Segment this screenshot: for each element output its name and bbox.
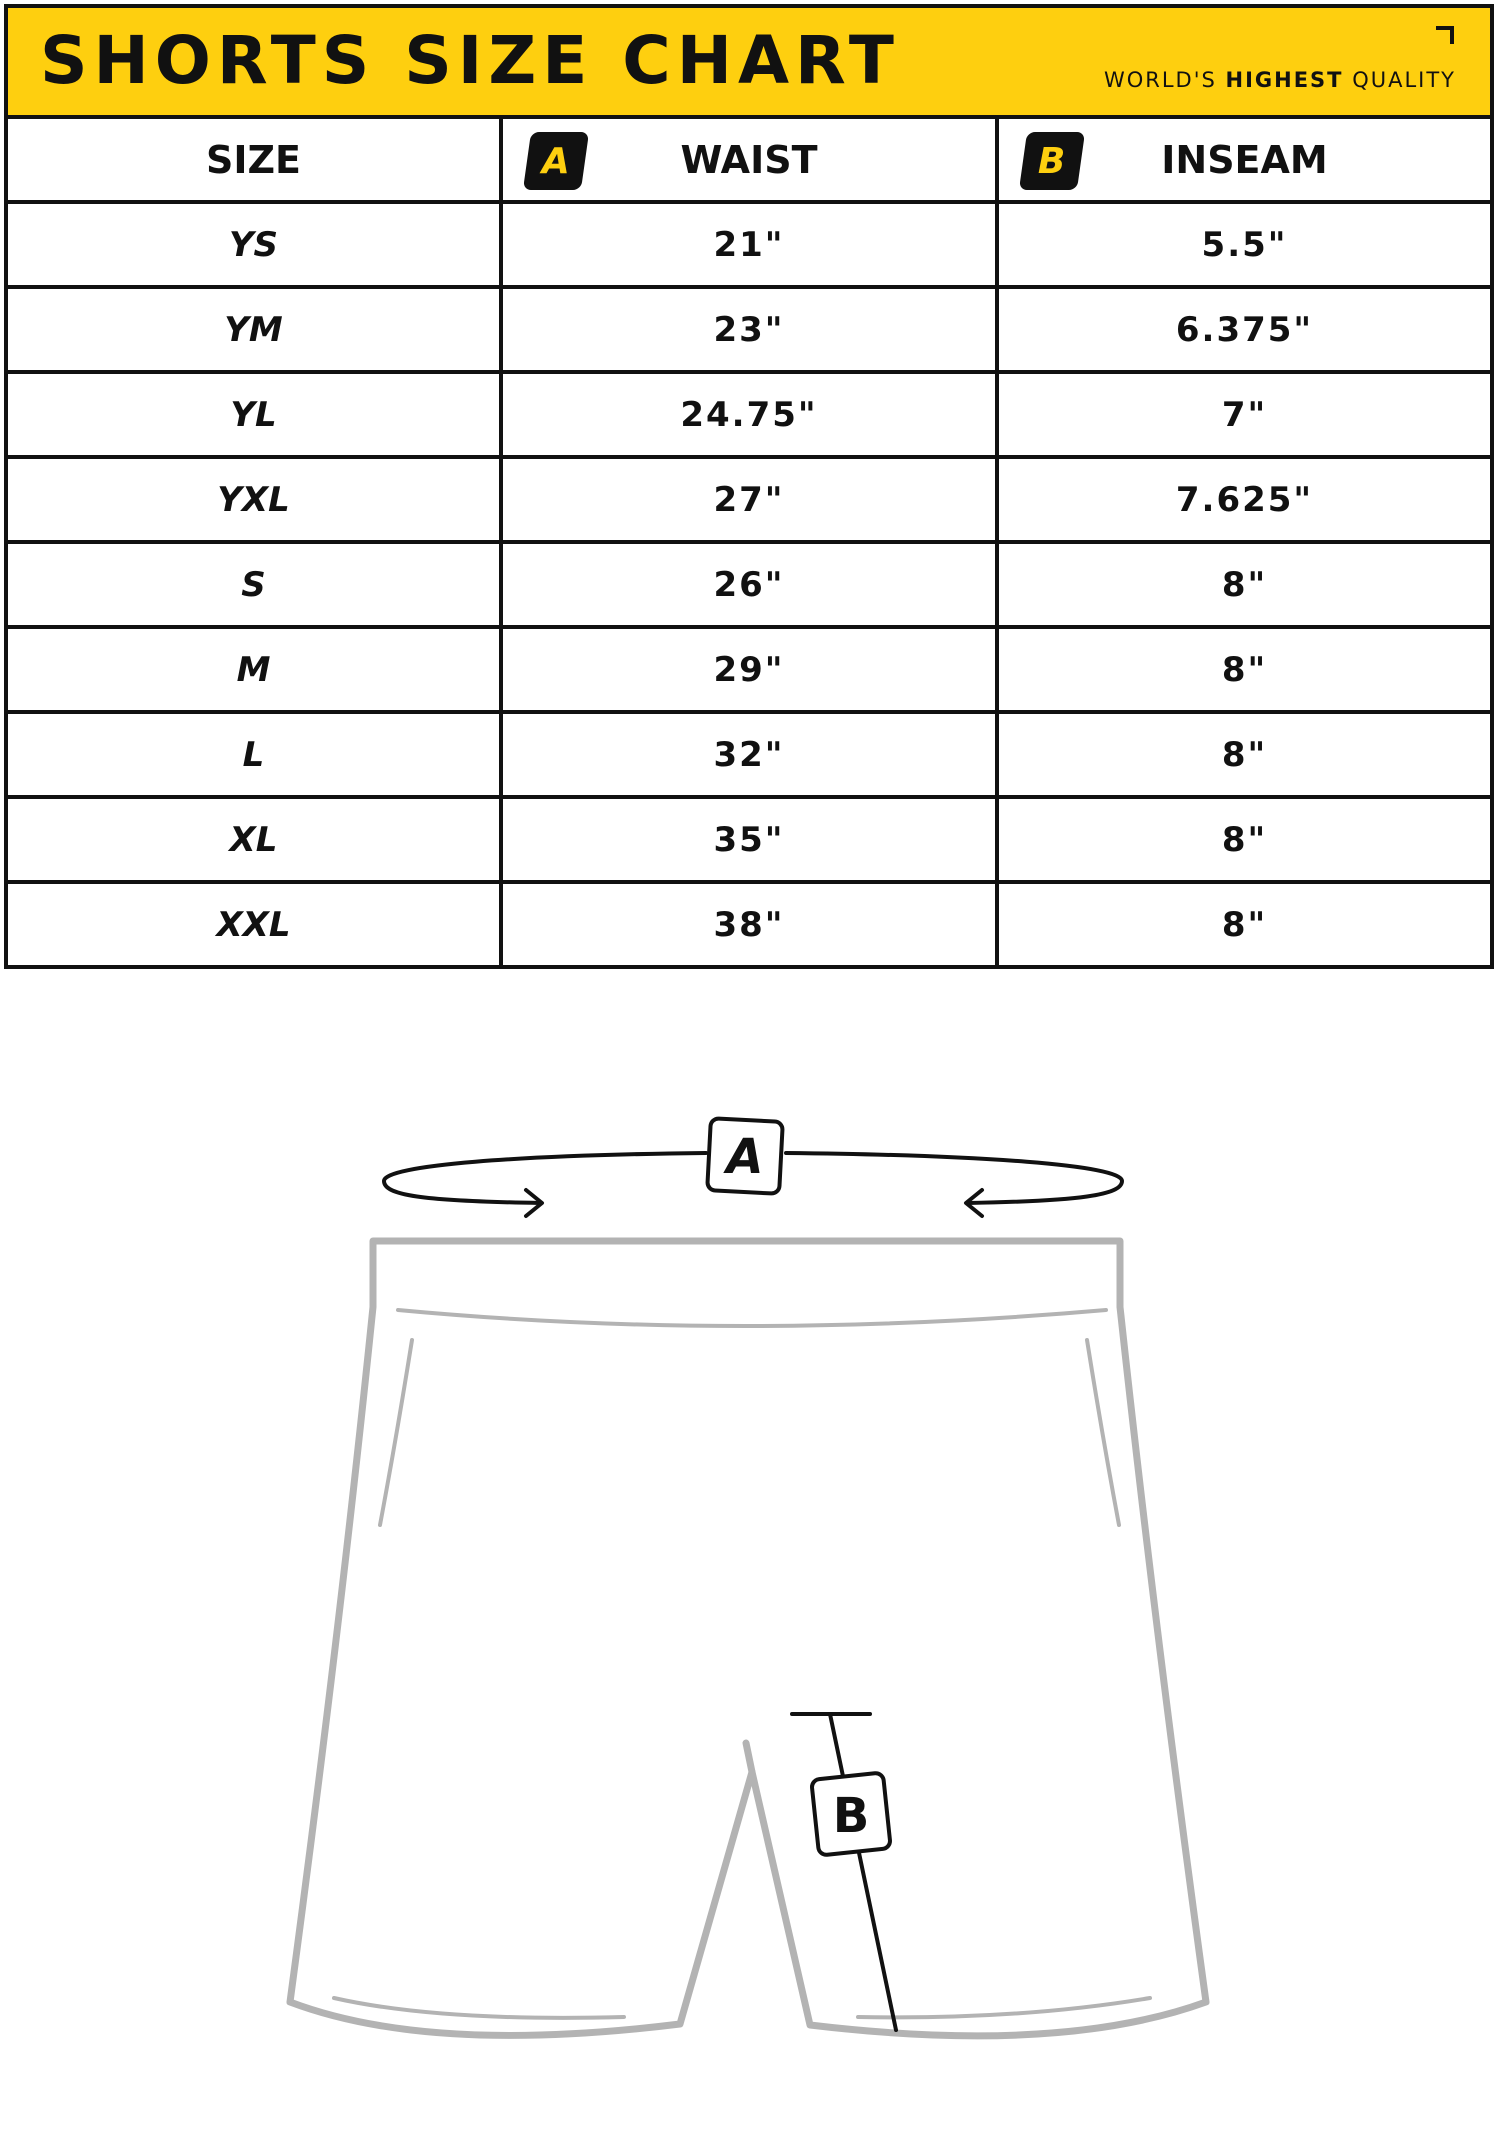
waist-cell: 24.75" — [501, 372, 997, 457]
inseam-marker-b — [811, 1772, 891, 1855]
inseam-cell: 8" — [997, 712, 1492, 797]
column-header-inseam: B INSEAM — [997, 117, 1492, 202]
waist-cell: 29" — [501, 627, 997, 712]
svg-text:B: B — [832, 1788, 870, 1844]
size-cell: YM — [6, 287, 501, 372]
table-body — [6, 202, 1492, 967]
size-cell: S — [6, 542, 501, 627]
corner-mark-icon — [1436, 26, 1454, 44]
shorts-outline — [290, 1241, 1206, 2036]
inseam-cell: 6.375" — [997, 287, 1492, 372]
table-row — [6, 882, 1492, 967]
table-row — [6, 287, 1492, 372]
table-row — [6, 627, 1492, 712]
column-header-waist: A WAIST — [501, 117, 997, 202]
shorts-diagram — [0, 1080, 1494, 2146]
size-cell: L — [6, 712, 501, 797]
inseam-cell: 7.625" — [997, 457, 1492, 542]
waist-cell: 21" — [501, 202, 997, 287]
inseam-cell: 8" — [997, 882, 1492, 967]
size-cell: YL — [6, 372, 501, 457]
table-row — [6, 457, 1492, 542]
waist-cell: 23" — [501, 287, 997, 372]
column-header-row — [6, 117, 1492, 202]
header-bar — [6, 6, 1492, 117]
table-row — [6, 542, 1492, 627]
size-cell: YS — [6, 202, 501, 287]
size-cell: YXL — [6, 457, 501, 542]
inseam-measure-line — [792, 1714, 896, 2030]
table-row — [6, 712, 1492, 797]
svg-text:A: A — [726, 1129, 764, 1185]
table-row — [6, 202, 1492, 287]
waist-marker-a — [707, 1118, 783, 1194]
table-row — [6, 372, 1492, 457]
waist-cell: 38" — [501, 882, 997, 967]
inseam-cell: 8" — [997, 797, 1492, 882]
size-chart-table — [4, 4, 1494, 969]
waist-cell: 35" — [501, 797, 997, 882]
inseam-badge-icon: B — [1019, 132, 1085, 190]
inseam-cell: 8" — [997, 627, 1492, 712]
brand-tagline: WORLD'S HIGHEST QUALITY — [1103, 68, 1457, 92]
inseam-cell: 7" — [997, 372, 1492, 457]
waist-badge-icon: A — [523, 132, 589, 190]
table-row — [6, 797, 1492, 882]
size-cell: XXL — [6, 882, 501, 967]
waist-cell: 27" — [501, 457, 997, 542]
size-cell: M — [6, 627, 501, 712]
inseam-cell: 5.5" — [997, 202, 1492, 287]
size-cell: XL — [6, 797, 501, 882]
inseam-cell: 8" — [997, 542, 1492, 627]
column-header-size: SIZE — [6, 117, 501, 202]
waist-cell: 32" — [501, 712, 997, 797]
shorts-detail-lines — [334, 1310, 1150, 2018]
chart-title: SHORTS SIZE CHART — [40, 22, 900, 99]
waist-cell: 26" — [501, 542, 997, 627]
